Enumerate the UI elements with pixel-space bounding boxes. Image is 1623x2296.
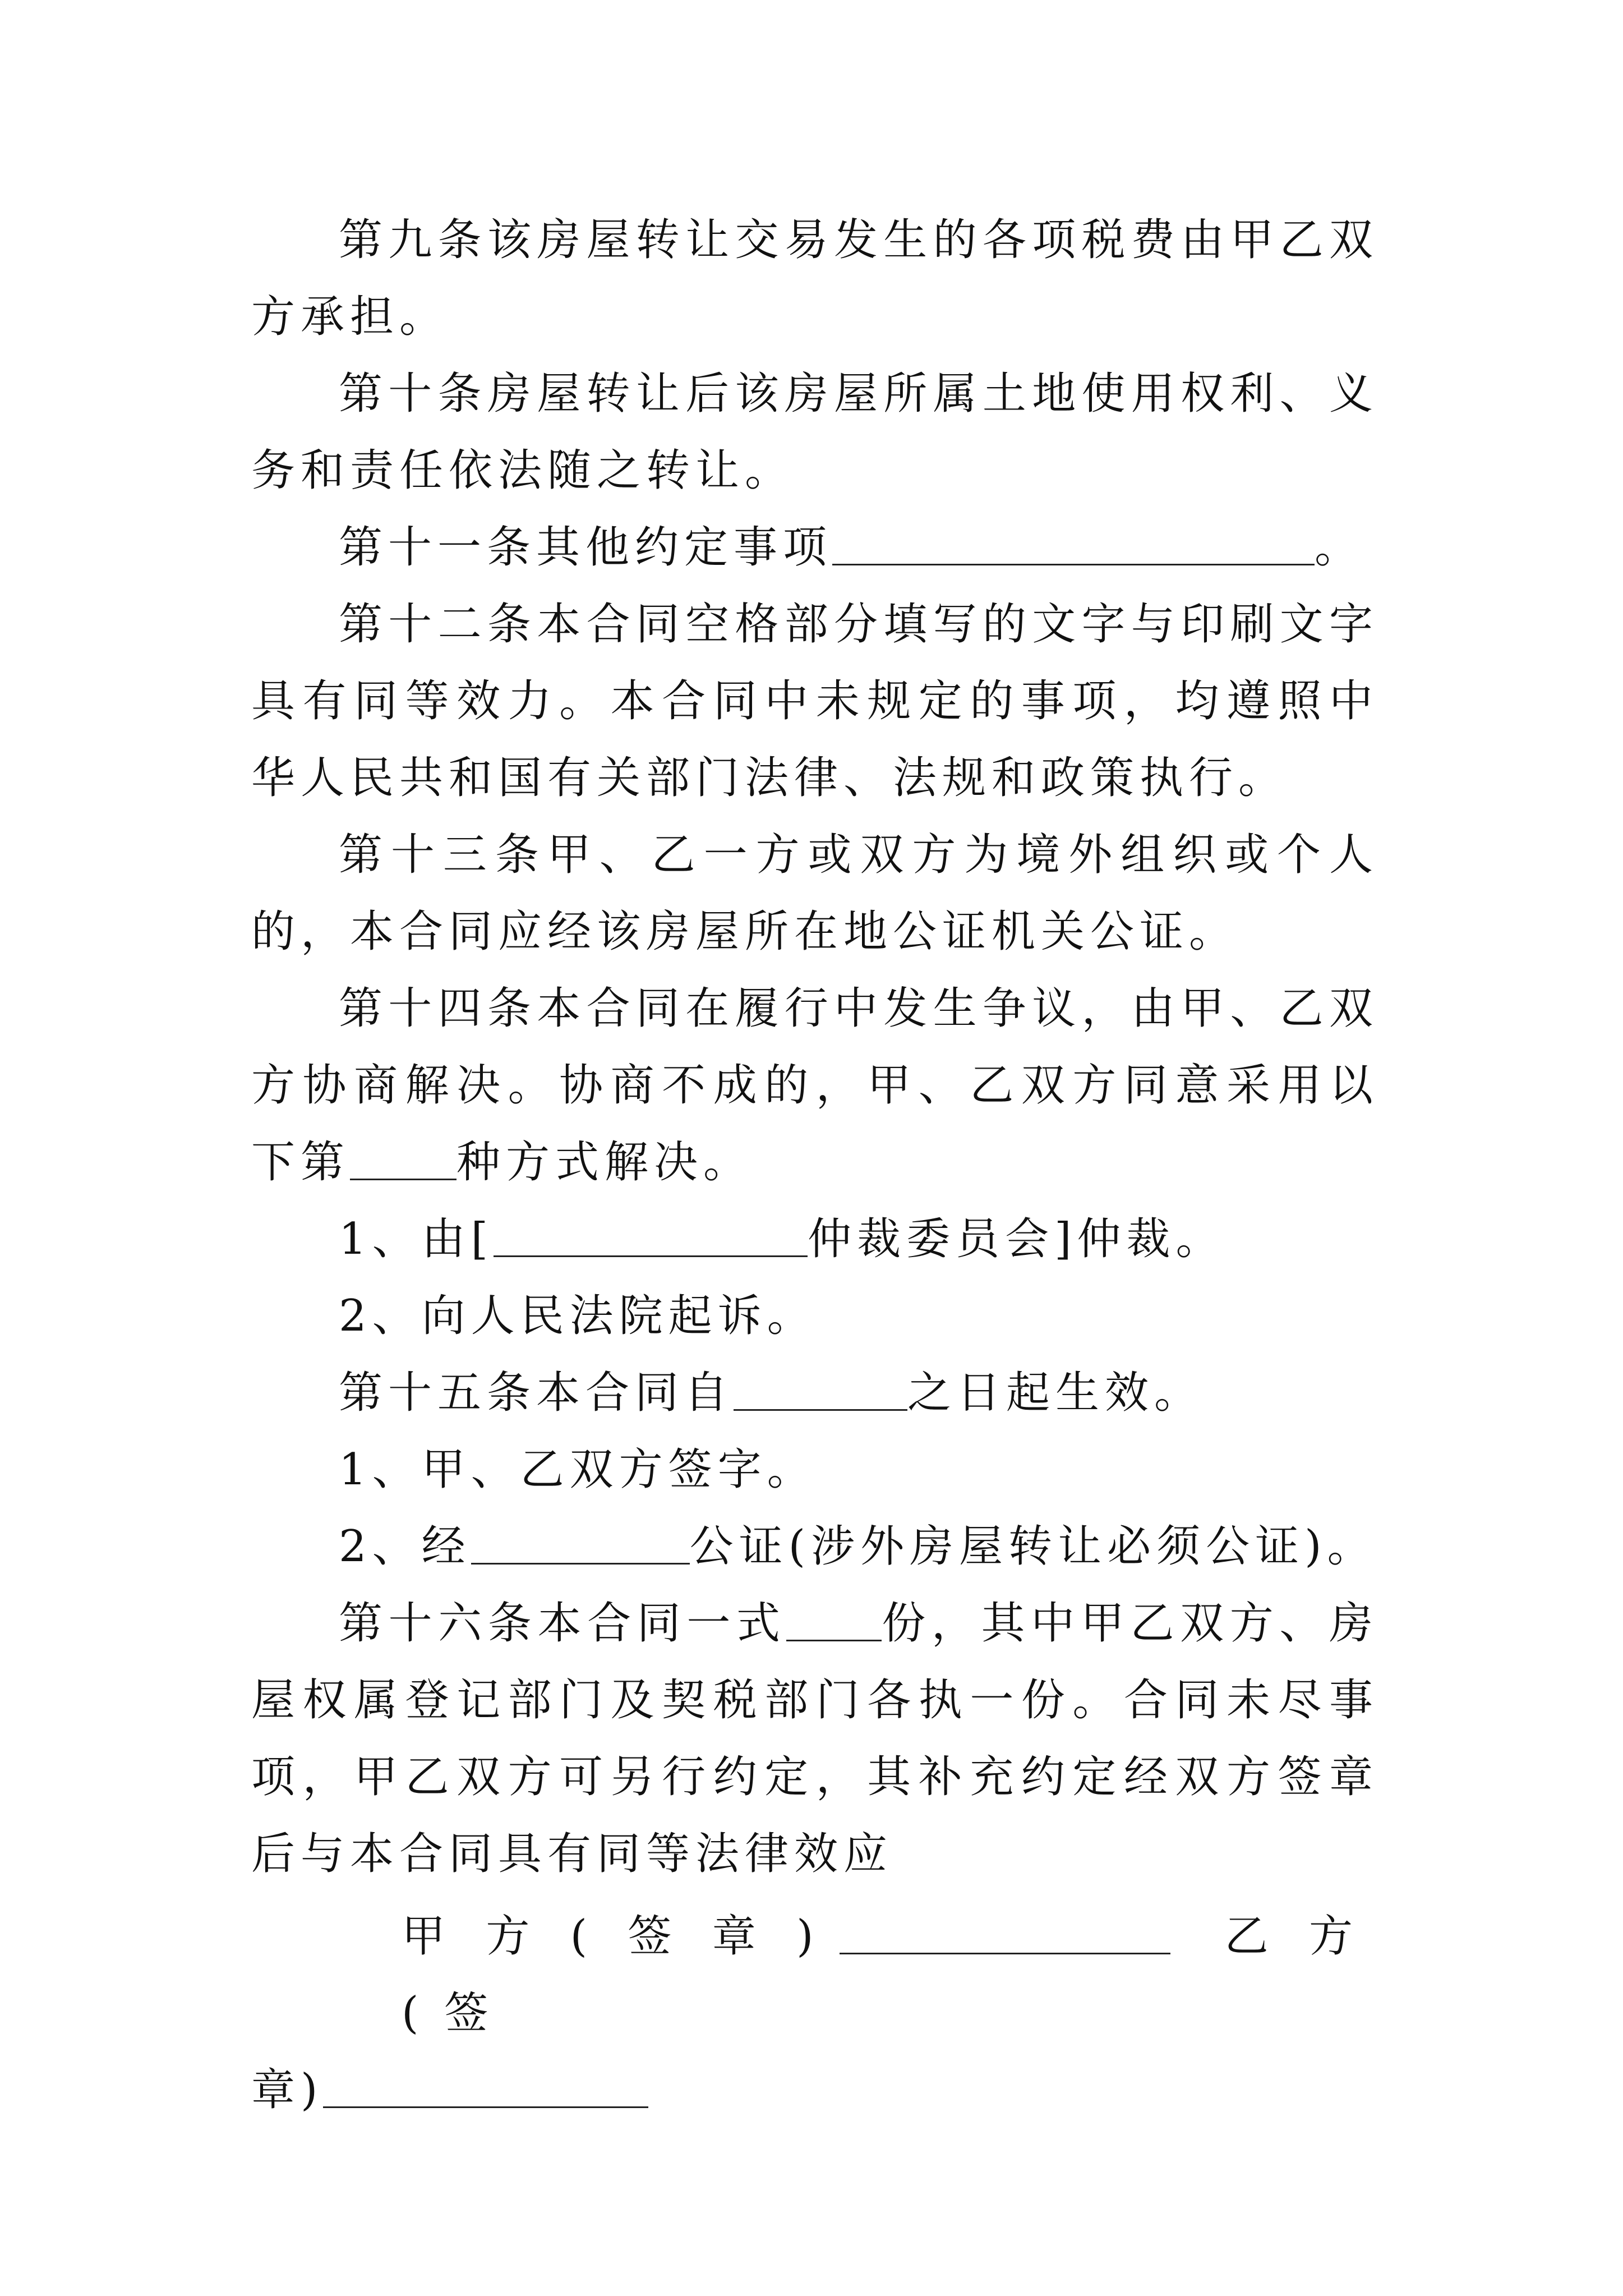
copies-count-blank[interactable] xyxy=(786,1604,882,1641)
article-15-option-1-text: 1、甲、乙双方签字。 xyxy=(339,1444,817,1495)
article-9-text: 第九条该房屋转让交易发生的各项税费由甲乙双方承担。 xyxy=(251,215,1378,342)
article-13-text: 第十三条甲、乙一方或双方为境外组织或个人的，本合同应经该房屋所在地公证机关公证。 xyxy=(251,830,1378,957)
article-15-suffix: 之日起生效。 xyxy=(907,1368,1204,1418)
article-9 xyxy=(251,202,1378,356)
article-15-option-2-suffix: 公证(涉外房屋转让必须公证)。 xyxy=(689,1521,1377,1572)
other-matters-blank[interactable] xyxy=(832,528,1315,565)
party-b-signature-blank[interactable] xyxy=(323,2070,648,2108)
arbitration-commission-blank[interactable] xyxy=(494,1220,808,1257)
article-15-option-1 xyxy=(251,1432,1378,1508)
option-2-text: 2、向人民法院起诉。 xyxy=(339,1291,817,1341)
article-11 xyxy=(251,509,1378,586)
article-10-text: 第十条房屋转让后该房屋所属土地使用权利、义务和责任依法随之转让。 xyxy=(251,369,1378,496)
article-12 xyxy=(251,586,1378,817)
article-16 xyxy=(251,1585,1378,1893)
article-10 xyxy=(251,356,1378,509)
option-1-suffix: 仲裁委员会]仲裁。 xyxy=(808,1214,1225,1264)
article-16-suffix: 份，其中甲乙双方、房屋权属登记部门及契税部门各执一份。合同未尽事项，甲乙双方可另行约定，其补充约定经双方签章后与本合同具有同等法律效应 xyxy=(251,1598,1378,1879)
party-b-signature-label: 乙方(签 xyxy=(402,1911,1378,2039)
article-13 xyxy=(251,817,1378,970)
option-1-prefix: 1、由[ xyxy=(339,1214,494,1264)
party-a-signature-blank[interactable] xyxy=(840,1917,1170,1954)
article-11-prefix: 第十一条其他约定事项 xyxy=(339,522,833,573)
party-a-signature-label: 甲方(签章) xyxy=(402,1911,840,1962)
article-14-option-2 xyxy=(251,1278,1378,1355)
contract-body xyxy=(251,202,1378,2129)
article-15-option-2-prefix: 2、经 xyxy=(339,1521,471,1572)
article-14-option-1 xyxy=(251,1201,1378,1278)
article-16-prefix: 第十六条本合同一式 xyxy=(339,1598,786,1649)
dispute-method-blank[interactable] xyxy=(350,1143,457,1180)
article-14-prefix: 第十四条本合同在履行中发生争议，由甲、乙双方协商解决。协商不成的，甲、乙双方同意采用以下第 xyxy=(251,983,1378,1188)
article-14-suffix: 种方式解决。 xyxy=(457,1137,753,1188)
effective-date-blank[interactable] xyxy=(734,1373,907,1411)
article-15-option-2 xyxy=(251,1508,1378,1585)
signature-line xyxy=(251,1898,1378,2052)
article-11-suffix: 。 xyxy=(1315,522,1364,573)
article-12-text: 第十二条本合同空格部分填写的文字与印刷文字具有同等效力。本合同中未规定的事项，均遵照中华人民共和国有关部门法律、法规和政策执行。 xyxy=(251,599,1378,803)
article-15-prefix: 第十五条本合同自 xyxy=(339,1368,734,1418)
article-14 xyxy=(251,970,1378,1201)
signature-line-continued xyxy=(251,2052,1378,2129)
article-15 xyxy=(251,1355,1378,1432)
notary-office-blank[interactable] xyxy=(471,1527,690,1565)
party-b-signature-label-cont: 章) xyxy=(251,2065,324,2115)
